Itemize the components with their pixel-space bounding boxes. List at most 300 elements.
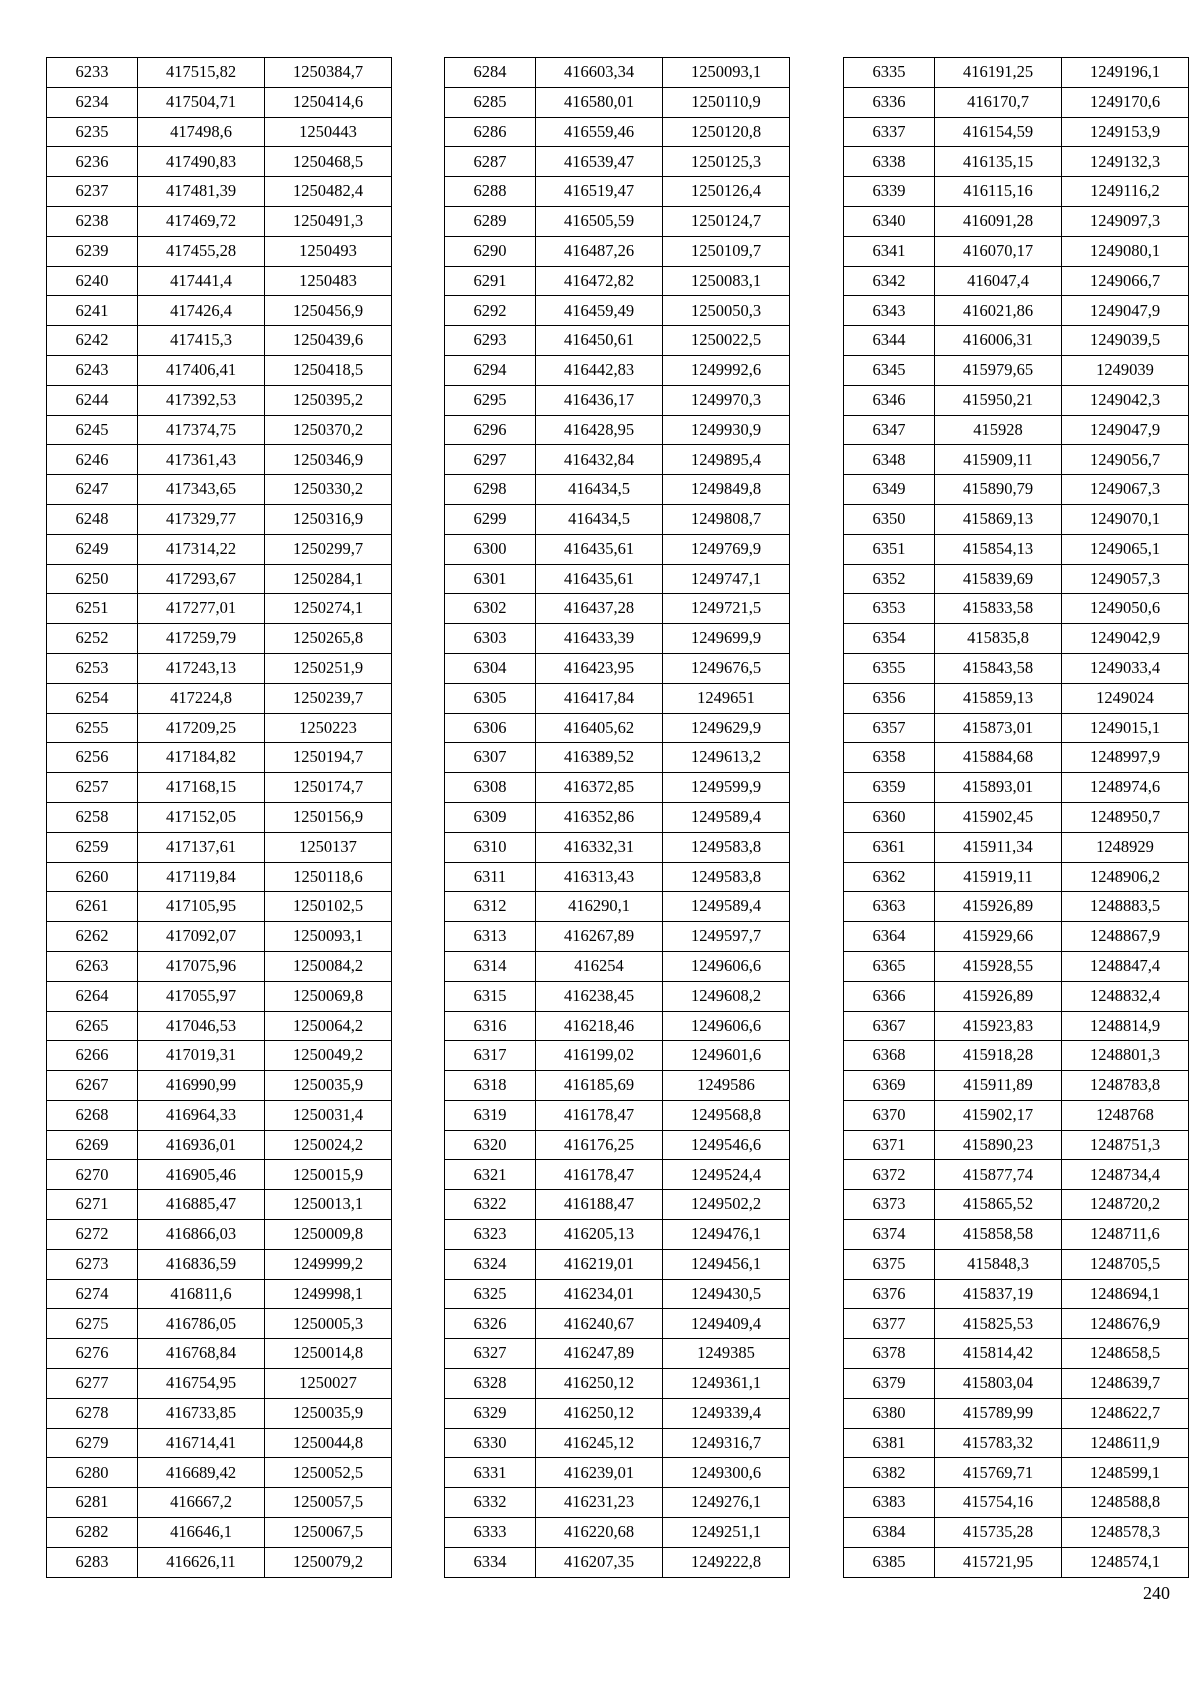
table-row [844,713,1189,743]
x-coordinate-cell: 415873,01 [935,713,1062,743]
table-row [844,922,1189,952]
x-coordinate-cell: 416250,12 [536,1369,663,1399]
x-coordinate-cell: 417314,22 [138,534,265,564]
x-coordinate-cell: 416313,43 [536,862,663,892]
x-coordinate-cell: 416389,52 [536,743,663,773]
table-row [47,1190,392,1220]
x-coordinate-cell: 415833,58 [935,594,1062,624]
x-coordinate-cell: 416218,46 [536,1011,663,1041]
y-coordinate-cell: 1250491,3 [265,206,392,236]
table-row [47,1547,392,1577]
table-row [445,1190,790,1220]
table-row [445,326,790,356]
y-coordinate-cell: 1248705,5 [1062,1249,1189,1279]
x-coordinate-cell: 415950,21 [935,385,1062,415]
y-coordinate-cell: 1248599,1 [1062,1458,1189,1488]
y-coordinate-cell: 1250079,2 [265,1547,392,1577]
x-coordinate-cell: 415928,55 [935,951,1062,981]
table-row [47,862,392,892]
point-number-cell: 6370 [844,1100,935,1130]
y-coordinate-cell: 1250468,5 [265,147,392,177]
x-coordinate-cell: 417259,79 [138,624,265,654]
y-coordinate-cell: 1248929 [1062,832,1189,862]
y-coordinate-cell: 1249601,6 [663,1041,790,1071]
x-coordinate-cell: 415859,13 [935,683,1062,713]
x-coordinate-cell: 417152,05 [138,802,265,832]
y-coordinate-cell: 1250015,9 [265,1160,392,1190]
y-coordinate-cell: 1249251,1 [663,1518,790,1548]
point-number-cell: 6238 [47,206,138,236]
table-row [47,117,392,147]
y-coordinate-cell: 1250370,2 [265,415,392,445]
point-number-cell: 6380 [844,1398,935,1428]
table-row [47,1369,392,1399]
x-coordinate-cell: 416154,59 [935,117,1062,147]
x-coordinate-cell: 416247,89 [536,1339,663,1369]
point-number-cell: 6369 [844,1071,935,1101]
y-coordinate-cell: 1249524,4 [663,1160,790,1190]
table-body [445,58,790,1578]
coordinate-table-1 [46,57,392,1578]
table-row [844,1339,1189,1369]
table-row [47,594,392,624]
table-row [445,296,790,326]
x-coordinate-cell: 416178,47 [536,1160,663,1190]
y-coordinate-cell: 1249300,6 [663,1458,790,1488]
table-row [445,475,790,505]
table-row [47,773,392,803]
table-row [445,832,790,862]
point-number-cell: 6277 [47,1369,138,1399]
y-coordinate-cell: 1250124,7 [663,206,790,236]
point-number-cell: 6278 [47,1398,138,1428]
y-coordinate-cell: 1250014,8 [265,1339,392,1369]
table-row [47,1428,392,1458]
table-row [445,1130,790,1160]
y-coordinate-cell: 1249613,2 [663,743,790,773]
point-number-cell: 6260 [47,862,138,892]
y-coordinate-cell: 1249808,7 [663,504,790,534]
y-coordinate-cell: 1249080,1 [1062,236,1189,266]
y-coordinate-cell: 1249930,9 [663,415,790,445]
table-row [445,58,790,88]
point-number-cell: 6322 [445,1190,536,1220]
point-number-cell: 6275 [47,1309,138,1339]
table-row [844,862,1189,892]
y-coordinate-cell: 1248867,9 [1062,922,1189,952]
point-number-cell: 6337 [844,117,935,147]
y-coordinate-cell: 1250093,1 [663,58,790,88]
y-coordinate-cell: 1248783,8 [1062,1071,1189,1101]
table-row [445,177,790,207]
x-coordinate-cell: 417490,83 [138,147,265,177]
table-row [47,1309,392,1339]
y-coordinate-cell: 1248883,5 [1062,892,1189,922]
x-coordinate-cell: 416436,17 [536,385,663,415]
x-coordinate-cell: 417293,67 [138,564,265,594]
x-coordinate-cell: 415902,17 [935,1100,1062,1130]
x-coordinate-cell: 415835,8 [935,624,1062,654]
x-coordinate-cell: 415735,28 [935,1518,1062,1548]
table-row [844,326,1189,356]
y-coordinate-cell: 1250057,5 [265,1488,392,1518]
table-row [47,1011,392,1041]
x-coordinate-cell: 417046,53 [138,1011,265,1041]
table-row [47,206,392,236]
table-row [445,1041,790,1071]
y-coordinate-cell: 1250274,1 [265,594,392,624]
point-number-cell: 6303 [445,624,536,654]
x-coordinate-cell: 416231,23 [536,1488,663,1518]
point-number-cell: 6327 [445,1339,536,1369]
point-number-cell: 6244 [47,385,138,415]
point-number-cell: 6357 [844,713,935,743]
x-coordinate-cell: 417092,07 [138,922,265,952]
y-coordinate-cell: 1249066,7 [1062,266,1189,296]
y-coordinate-cell: 1250125,3 [663,147,790,177]
point-number-cell: 6289 [445,206,536,236]
table-row [844,177,1189,207]
y-coordinate-cell: 1249456,1 [663,1249,790,1279]
y-coordinate-cell: 1250156,9 [265,802,392,832]
table-row [844,1071,1189,1101]
table-row [445,1428,790,1458]
table-row [445,1011,790,1041]
x-coordinate-cell: 417455,28 [138,236,265,266]
point-number-cell: 6316 [445,1011,536,1041]
x-coordinate-cell: 417119,84 [138,862,265,892]
y-coordinate-cell: 1250035,9 [265,1071,392,1101]
table-row [445,1398,790,1428]
table-row [844,1458,1189,1488]
table-row [844,1130,1189,1160]
y-coordinate-cell: 1248832,4 [1062,981,1189,1011]
table-row [445,862,790,892]
y-coordinate-cell: 1249606,6 [663,951,790,981]
point-number-cell: 6292 [445,296,536,326]
x-coordinate-cell: 415754,16 [935,1488,1062,1518]
x-coordinate-cell: 416135,15 [935,147,1062,177]
x-coordinate-cell: 416207,35 [536,1547,663,1577]
x-coordinate-cell: 416205,13 [536,1220,663,1250]
table-row [445,773,790,803]
point-number-cell: 6258 [47,802,138,832]
table-row [47,1220,392,1250]
point-number-cell: 6333 [445,1518,536,1548]
page-number: 240 [1143,1583,1170,1603]
point-number-cell: 6256 [47,743,138,773]
x-coordinate-cell: 416240,67 [536,1309,663,1339]
y-coordinate-cell: 1249015,1 [1062,713,1189,743]
y-coordinate-cell: 1249998,1 [265,1279,392,1309]
x-coordinate-cell: 416754,95 [138,1369,265,1399]
table-row [445,1249,790,1279]
point-number-cell: 6298 [445,475,536,505]
point-number-cell: 6263 [47,951,138,981]
point-number-cell: 6362 [844,862,935,892]
y-coordinate-cell: 1249970,3 [663,385,790,415]
point-number-cell: 6301 [445,564,536,594]
point-number-cell: 6382 [844,1458,935,1488]
table-row [844,1249,1189,1279]
point-number-cell: 6351 [844,534,935,564]
x-coordinate-cell: 415721,95 [935,1547,1062,1577]
table-row [844,355,1189,385]
point-number-cell: 6268 [47,1100,138,1130]
y-coordinate-cell: 1248676,9 [1062,1309,1189,1339]
y-coordinate-cell: 1248622,7 [1062,1398,1189,1428]
x-coordinate-cell: 416423,95 [536,653,663,683]
table-row [445,1071,790,1101]
y-coordinate-cell: 1250251,9 [265,653,392,683]
y-coordinate-cell: 1248611,9 [1062,1428,1189,1458]
point-number-cell: 6335 [844,58,935,88]
x-coordinate-cell: 416250,12 [536,1398,663,1428]
point-number-cell: 6304 [445,653,536,683]
table-row [47,236,392,266]
x-coordinate-cell: 416505,59 [536,206,663,236]
y-coordinate-cell: 1248658,5 [1062,1339,1189,1369]
point-number-cell: 6315 [445,981,536,1011]
table-row [445,653,790,683]
point-number-cell: 6340 [844,206,935,236]
point-number-cell: 6353 [844,594,935,624]
point-number-cell: 6262 [47,922,138,952]
y-coordinate-cell: 1249769,9 [663,534,790,564]
y-coordinate-cell: 1250384,7 [265,58,392,88]
x-coordinate-cell: 415803,04 [935,1369,1062,1399]
y-coordinate-cell: 1249568,8 [663,1100,790,1130]
table-row [47,1279,392,1309]
x-coordinate-cell: 416936,01 [138,1130,265,1160]
x-coordinate-cell: 417224,8 [138,683,265,713]
x-coordinate-cell: 415877,74 [935,1160,1062,1190]
table-row [844,1279,1189,1309]
x-coordinate-cell: 415919,11 [935,862,1062,892]
y-coordinate-cell: 1250443 [265,117,392,147]
point-number-cell: 6295 [445,385,536,415]
table-row [844,296,1189,326]
x-coordinate-cell: 417343,65 [138,475,265,505]
point-number-cell: 6325 [445,1279,536,1309]
table-row [47,653,392,683]
point-number-cell: 6273 [47,1249,138,1279]
point-number-cell: 6290 [445,236,536,266]
y-coordinate-cell: 1248906,2 [1062,862,1189,892]
x-coordinate-cell: 416786,05 [138,1309,265,1339]
table-row [47,445,392,475]
table-row [844,594,1189,624]
x-coordinate-cell: 417137,61 [138,832,265,862]
x-coordinate-cell: 417019,31 [138,1041,265,1071]
x-coordinate-cell: 417184,82 [138,743,265,773]
table-row [445,1339,790,1369]
point-number-cell: 6302 [445,594,536,624]
point-number-cell: 6254 [47,683,138,713]
x-coordinate-cell: 416434,5 [536,475,663,505]
x-coordinate-cell: 416219,01 [536,1249,663,1279]
y-coordinate-cell: 1250482,4 [265,177,392,207]
y-coordinate-cell: 1250414,6 [265,87,392,117]
point-number-cell: 6236 [47,147,138,177]
x-coordinate-cell: 415911,34 [935,832,1062,862]
x-coordinate-cell: 415918,28 [935,1041,1062,1071]
table-row [47,802,392,832]
point-number-cell: 6355 [844,653,935,683]
x-coordinate-cell: 416435,61 [536,534,663,564]
y-coordinate-cell: 1249583,8 [663,832,790,862]
x-coordinate-cell: 416432,84 [536,445,663,475]
y-coordinate-cell: 1249608,2 [663,981,790,1011]
table-row [844,1309,1189,1339]
point-number-cell: 6334 [445,1547,536,1577]
table-row [47,1458,392,1488]
point-number-cell: 6309 [445,802,536,832]
table-body [844,58,1189,1578]
y-coordinate-cell: 1249599,9 [663,773,790,803]
y-coordinate-cell: 1250067,5 [265,1518,392,1548]
x-coordinate-cell: 416267,89 [536,922,663,952]
point-number-cell: 6237 [47,177,138,207]
y-coordinate-cell: 1250050,3 [663,296,790,326]
y-coordinate-cell: 1250022,5 [663,326,790,356]
y-coordinate-cell: 1250110,9 [663,87,790,117]
table-row [844,1369,1189,1399]
x-coordinate-cell: 416070,17 [935,236,1062,266]
table-row [844,236,1189,266]
x-coordinate-cell: 416811,6 [138,1279,265,1309]
table-row [844,1190,1189,1220]
x-coordinate-cell: 416220,68 [536,1518,663,1548]
x-coordinate-cell: 417504,71 [138,87,265,117]
table-row [445,624,790,654]
point-number-cell: 6374 [844,1220,935,1250]
x-coordinate-cell: 415843,58 [935,653,1062,683]
y-coordinate-cell: 1249039,5 [1062,326,1189,356]
y-coordinate-cell: 1249385 [663,1339,790,1369]
x-coordinate-cell: 415869,13 [935,504,1062,534]
y-coordinate-cell: 1250418,5 [265,355,392,385]
x-coordinate-cell: 416405,62 [536,713,663,743]
x-coordinate-cell: 416689,42 [138,1458,265,1488]
y-coordinate-cell: 1250049,2 [265,1041,392,1071]
point-number-cell: 6279 [47,1428,138,1458]
point-number-cell: 6294 [445,355,536,385]
y-coordinate-cell: 1250064,2 [265,1011,392,1041]
point-number-cell: 6381 [844,1428,935,1458]
table-row [47,58,392,88]
y-coordinate-cell: 1249042,9 [1062,624,1189,654]
y-coordinate-cell: 1249170,6 [1062,87,1189,117]
table-row [47,266,392,296]
point-number-cell: 6250 [47,564,138,594]
x-coordinate-cell: 417361,43 [138,445,265,475]
coordinate-table-2 [444,57,790,1578]
table-row [844,504,1189,534]
y-coordinate-cell: 1250035,9 [265,1398,392,1428]
point-number-cell: 6365 [844,951,935,981]
point-number-cell: 6243 [47,355,138,385]
table-row [844,743,1189,773]
x-coordinate-cell: 416434,5 [536,504,663,534]
x-coordinate-cell: 416115,16 [935,177,1062,207]
y-coordinate-cell: 1250223 [265,713,392,743]
x-coordinate-cell: 416176,25 [536,1130,663,1160]
table-row [844,624,1189,654]
table-row [844,564,1189,594]
y-coordinate-cell: 1249999,2 [265,1249,392,1279]
y-coordinate-cell: 1249361,1 [663,1369,790,1399]
point-number-cell: 6288 [445,177,536,207]
point-number-cell: 6329 [445,1398,536,1428]
x-coordinate-cell: 416047,4 [935,266,1062,296]
y-coordinate-cell: 1250013,1 [265,1190,392,1220]
y-coordinate-cell: 1250044,8 [265,1428,392,1458]
x-coordinate-cell: 415825,53 [935,1309,1062,1339]
table-row [844,206,1189,236]
table-row [844,1488,1189,1518]
table-row [47,1100,392,1130]
point-number-cell: 6330 [445,1428,536,1458]
point-number-cell: 6356 [844,683,935,713]
table-row [47,177,392,207]
y-coordinate-cell: 1249583,8 [663,862,790,892]
y-coordinate-cell: 1250084,2 [265,951,392,981]
y-coordinate-cell: 1248751,3 [1062,1130,1189,1160]
table-row [844,951,1189,981]
table-row [445,1518,790,1548]
y-coordinate-cell: 1248768 [1062,1100,1189,1130]
y-coordinate-cell: 1248639,7 [1062,1369,1189,1399]
y-coordinate-cell: 1250194,7 [265,743,392,773]
point-number-cell: 6248 [47,504,138,534]
x-coordinate-cell: 416006,31 [935,326,1062,356]
x-coordinate-cell: 417168,15 [138,773,265,803]
x-coordinate-cell: 416352,86 [536,802,663,832]
y-coordinate-cell: 1249502,2 [663,1190,790,1220]
table-row [47,743,392,773]
x-coordinate-cell: 417075,96 [138,951,265,981]
y-coordinate-cell: 1249276,1 [663,1488,790,1518]
x-coordinate-cell: 417329,77 [138,504,265,534]
x-coordinate-cell: 416188,47 [536,1190,663,1220]
y-coordinate-cell: 1250118,6 [265,862,392,892]
x-coordinate-cell: 417469,72 [138,206,265,236]
table-row [47,415,392,445]
point-number-cell: 6259 [47,832,138,862]
y-coordinate-cell: 1250024,2 [265,1130,392,1160]
y-coordinate-cell: 1249057,3 [1062,564,1189,594]
point-number-cell: 6272 [47,1220,138,1250]
point-number-cell: 6291 [445,266,536,296]
table-row [445,981,790,1011]
table-row [47,1071,392,1101]
y-coordinate-cell: 1250005,3 [265,1309,392,1339]
y-coordinate-cell: 1249597,7 [663,922,790,952]
point-number-cell: 6368 [844,1041,935,1071]
y-coordinate-cell: 1248847,4 [1062,951,1189,981]
point-number-cell: 6364 [844,922,935,952]
table-row [47,326,392,356]
x-coordinate-cell: 417105,95 [138,892,265,922]
x-coordinate-cell: 416603,34 [536,58,663,88]
table-row [445,534,790,564]
x-coordinate-cell: 415926,89 [935,981,1062,1011]
point-number-cell: 6345 [844,355,935,385]
y-coordinate-cell: 1249849,8 [663,475,790,505]
table-row [445,922,790,952]
table-row [844,892,1189,922]
